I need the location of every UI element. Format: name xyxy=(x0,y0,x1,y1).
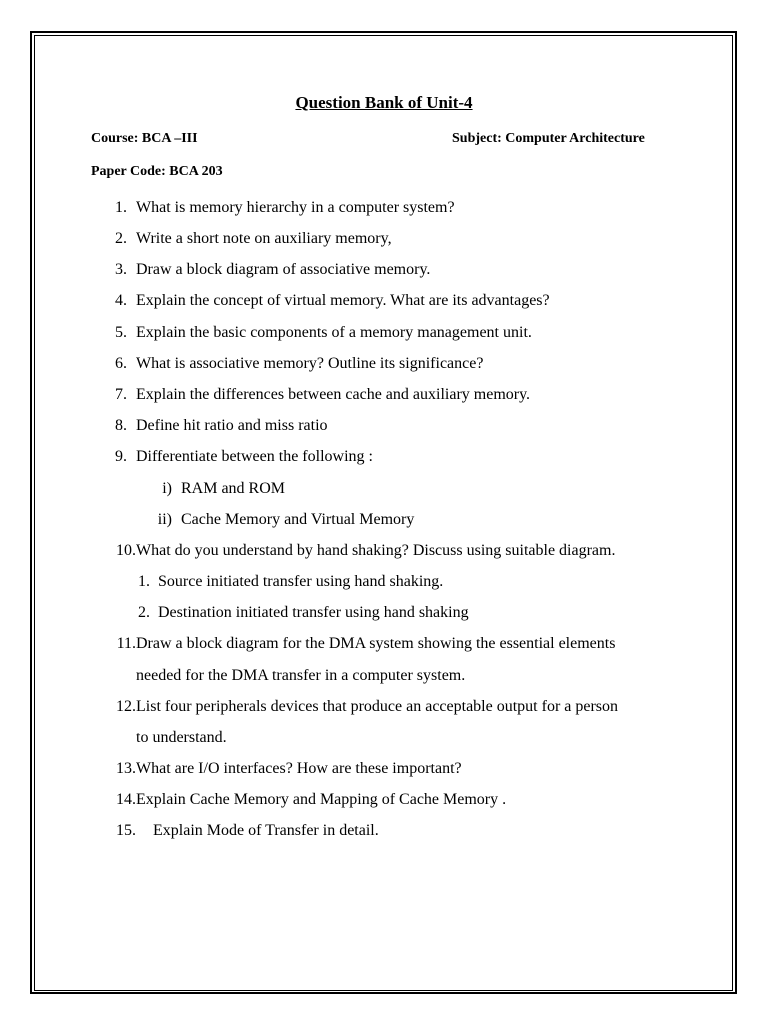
question-text-continued: to understand. xyxy=(136,729,227,746)
question-number: 15. xyxy=(116,822,136,839)
question-text: What is associative memory? Outline its significance? xyxy=(136,355,484,372)
question-text: What do you understand by hand shaking? Discuss using suitable diagram. xyxy=(136,542,616,559)
question-text: What are I/O interfaces? How are these important? xyxy=(136,760,462,777)
paper-code-label: Paper Code: BCA 203 xyxy=(91,164,223,179)
question-number: 9. xyxy=(115,448,127,465)
question-text: Write a short note on auxiliary memory, xyxy=(136,230,392,247)
question-number: 7. xyxy=(115,386,127,403)
sub-item-text: Cache Memory and Virtual Memory xyxy=(181,511,415,528)
question-text: Explain the differences between cache and auxiliary memory. xyxy=(136,386,531,403)
subject-label: Subject: Computer Architecture xyxy=(452,131,645,146)
question-number: 11. xyxy=(116,635,136,652)
question-number: 14. xyxy=(116,791,136,808)
sub-item-number: ii) xyxy=(157,511,172,528)
sub-item-number: i) xyxy=(162,480,172,497)
question-number: 8. xyxy=(115,417,127,434)
sub-item-number: 2. xyxy=(138,604,150,621)
question-number: 2. xyxy=(115,230,127,247)
question-text: Differentiate between the following : xyxy=(136,448,373,465)
question-text: List four peripherals devices that produce an acceptable output for a person xyxy=(136,698,619,715)
sub-item-text: Destination initiated transfer using hand shaking xyxy=(158,604,469,621)
question-number: 5. xyxy=(115,324,127,341)
question-number: 12. xyxy=(116,698,136,715)
sub-item-number: 1. xyxy=(138,573,150,590)
question-text: Explain the concept of virtual memory. What are its advantages? xyxy=(136,292,550,309)
sub-item-text: RAM and ROM xyxy=(181,480,286,497)
question-text: Draw a block diagram for the DMA system showing the essential elements xyxy=(136,635,616,652)
question-text: Define hit ratio and miss ratio xyxy=(136,417,328,434)
question-text: Draw a block diagram of associative memory. xyxy=(136,261,431,278)
question-number: 1. xyxy=(115,199,127,216)
sub-item-text: Source initiated transfer using hand shaking. xyxy=(158,573,444,590)
question-number: 10. xyxy=(116,542,136,559)
question-text: Explain the basic components of a memory management unit. xyxy=(136,324,532,341)
question-text: What is memory hierarchy in a computer system? xyxy=(136,199,455,216)
question-number: 3. xyxy=(115,261,127,278)
document-title: Question Bank of Unit-4 xyxy=(295,93,473,112)
question-text-continued: needed for the DMA transfer in a computer system. xyxy=(136,667,466,684)
question-number: 6. xyxy=(115,355,127,372)
question-number: 13. xyxy=(116,760,136,777)
course-label: Course: BCA –III xyxy=(91,131,198,146)
question-number: 4. xyxy=(115,292,127,309)
question-text: Explain Cache Memory and Mapping of Cache Memory . xyxy=(136,791,507,808)
question-text: Explain Mode of Transfer in detail. xyxy=(153,822,379,839)
